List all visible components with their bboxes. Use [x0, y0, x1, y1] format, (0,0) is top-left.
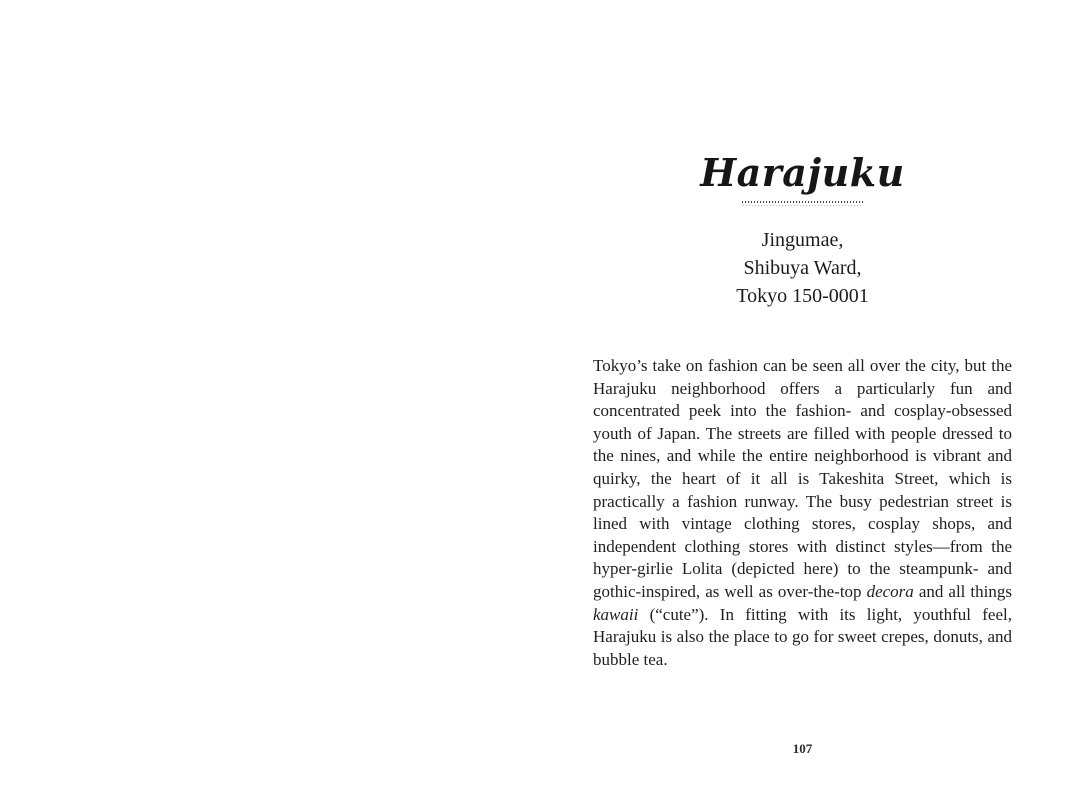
address-block — [593, 226, 1012, 310]
right-page — [533, 0, 1066, 800]
address-line-neighborhood: Jingumae, — [761, 229, 844, 251]
address-line-ward: Shibuya Ward, — [743, 257, 862, 279]
body-italic-term: decora — [866, 581, 914, 601]
body-italic-term: kawaii — [593, 604, 639, 624]
address-line-city-postal: Tokyo 150-0001 — [736, 285, 869, 307]
body-paragraph — [593, 355, 1012, 671]
body-segment: Tokyo’s take on fashion can be seen all over the city, but the Harajuku neighborhood offers a particularly fun and concentrated peek into the fashion- and cosplay-obsessed youth of Japan. The streets are filled with people dressed to the nines, and while the entire neighborhood is vibrant and quirky, the heart of it all is Takeshita Street, which is practically a fashion runway. The busy pedestrian street is lined with vintage clothing stores, cosplay shops, and independent clothing stores with distinct styles—from the hyper-girlie Lolita (depicted here) to the steampunk- and gothic-inspired, as well as over-the-top — [593, 356, 1012, 601]
chapter-title: Harajuku — [700, 150, 905, 195]
body-segment: (“cute”). In fitting with its light, youthful feel, Harajuku is also the place to go for sweet crepes, donuts, and bubble tea. — [593, 604, 1012, 669]
page-number: 107 — [792, 741, 813, 756]
body-segment: and all things — [913, 581, 1012, 601]
dotted-divider — [742, 201, 863, 206]
